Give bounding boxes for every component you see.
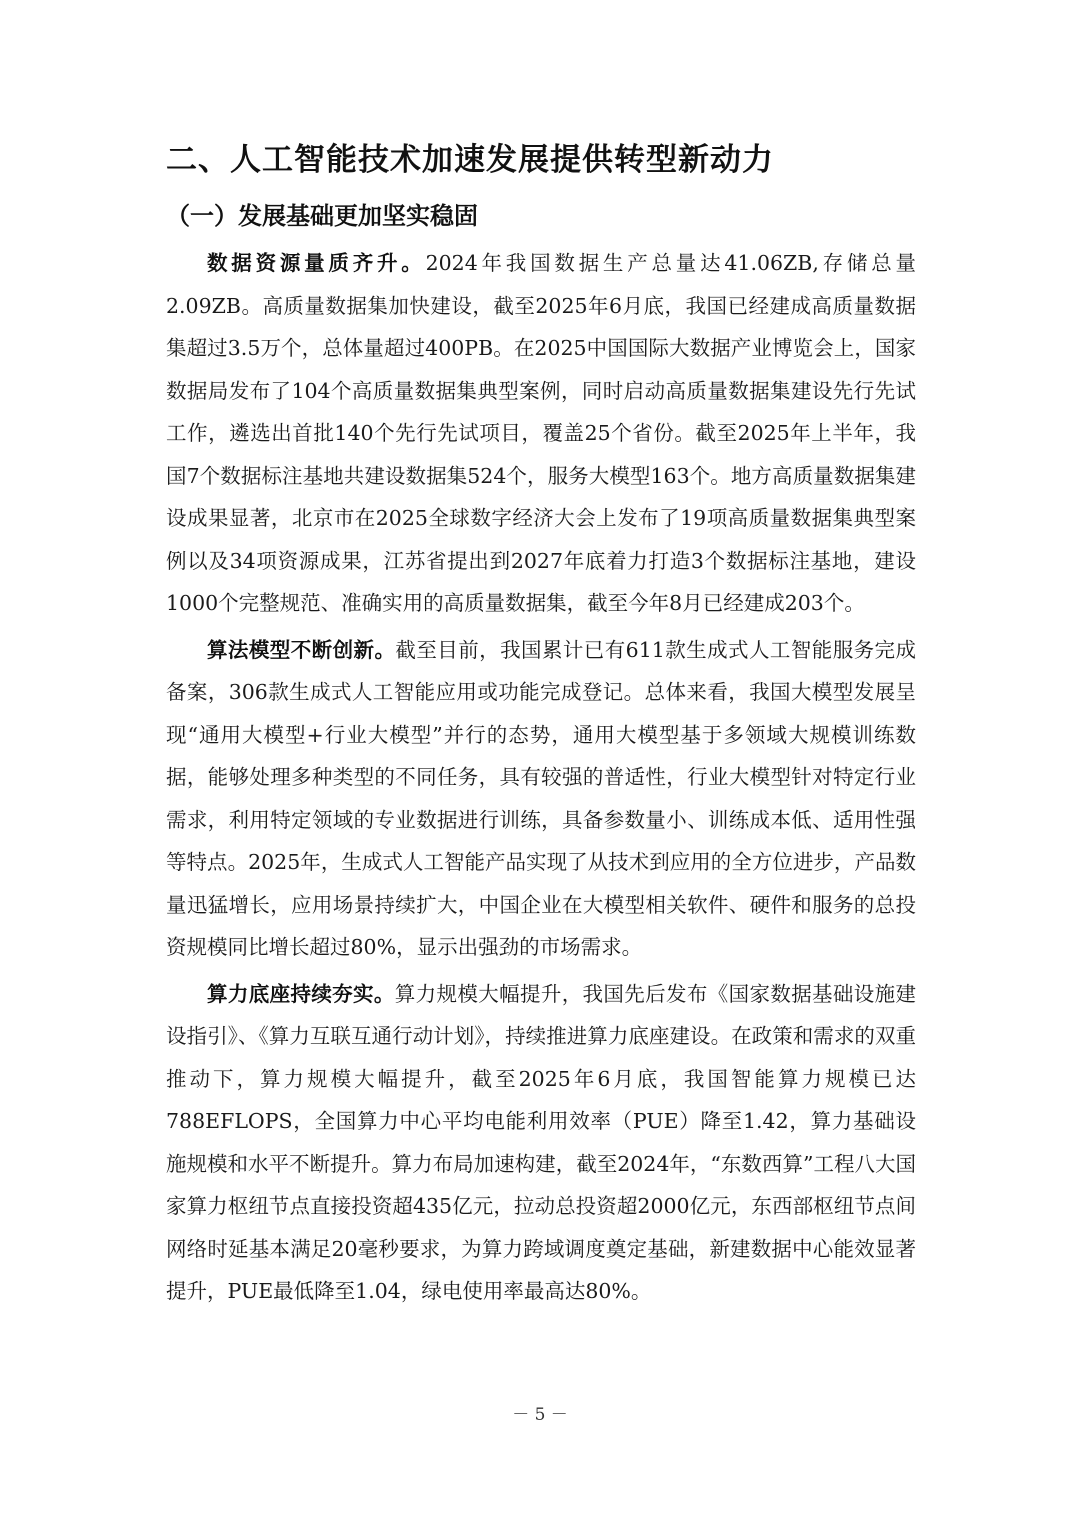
paragraph-computing-power <box>166 973 916 1313</box>
paragraph-algorithm-models <box>166 629 916 969</box>
paragraph-text: 截至目前，我国累计已有611款生成式人工智能服务完成备案，306款生成式人工智能应用或功能完成登记。总体来看，我国大模型发展呈现“通用大模型+行业大模型”并行的态势，通用大模型基于多领域大规模训练数据，能够处理多种类型的不同任务，具有较强的普适性，行业大模型针对特定行业需求，利用特定领域的专业数据进行训练，具备参数量小、训练成本低、适用性强等特点。2025年，生成式人工智能产品实现了从技术到应用的全方位进步，产品数量迅猛增长，应用场景持续扩大，中国企业在大模型相关软件、硬件和服务的总投资规模同比增长超过80%，显示出强劲的市场需求。 <box>166 637 916 959</box>
paragraph-text: 2024年我国数据生产总量达41.06ZB,存储总量2.09ZB。高质量数据集加快建设，截至2025年6月底，我国已经建成高质量数据集超过3.5万个，总体量超过400PB。在2025中国国际大数据产业博览会上，国家数据局发布了104个高质量数据集典型案例，同时启动高质量数据集建设先行先试工作，遴选出首批140个先行先试项目，覆盖25个省份。截至2025年上半年，我国7个数据标注基地共建设数据集524个，服务大模型163个。地方高质量数据集建设成果显著，北京市在2025全球数字经济大会上发布了19项高质量数据集典型案例以及34项资源成果，江苏省提出到2027年底着力打造3个数据标注基地，建设1000个完整规范、准确实用的高质量数据集，截至今年8月已经建成203个。 <box>166 251 917 615</box>
paragraph-text: 算力规模大幅提升，我国先后发布《国家数据基础设施建设指引》、《算力互联互通行动计划》，持续推进算力底座建设。在政策和需求的双重推动下，算力规模大幅提升，截至2025年6月底，我国智能算力规模已达788EFLOPS，全国算力中心平均电能利用效率（PUE）降至1.42，算力基础设施规模和水平不断提升。算力布局加速构建，截至2024年，“东数西算”工程八大国家算力枢纽节点直接投资超435亿元，拉动总投资超2000亿元，东西部枢纽节点间网络时延基本满足20毫秒要求，为算力跨域调度奠定基础，新建数据中心能效显著提升，PUE最低降至1.04，绿电使用率最高达80%。 <box>166 981 917 1303</box>
paragraph-lead: 算法模型不断创新。 <box>207 637 396 662</box>
section-heading: 二、人工智能技术加速发展提供转型新动力 <box>166 142 774 178</box>
page-number: － 5 － <box>512 1405 568 1425</box>
sub-heading: （一）发展基础更加坚实稳固 <box>166 202 478 230</box>
paragraph-lead: 数据资源量质齐升。 <box>207 251 426 275</box>
page-content <box>166 138 916 1317</box>
paragraph-data-resources <box>166 242 916 625</box>
paragraph-lead: 算力底座持续夯实。 <box>207 981 395 1006</box>
